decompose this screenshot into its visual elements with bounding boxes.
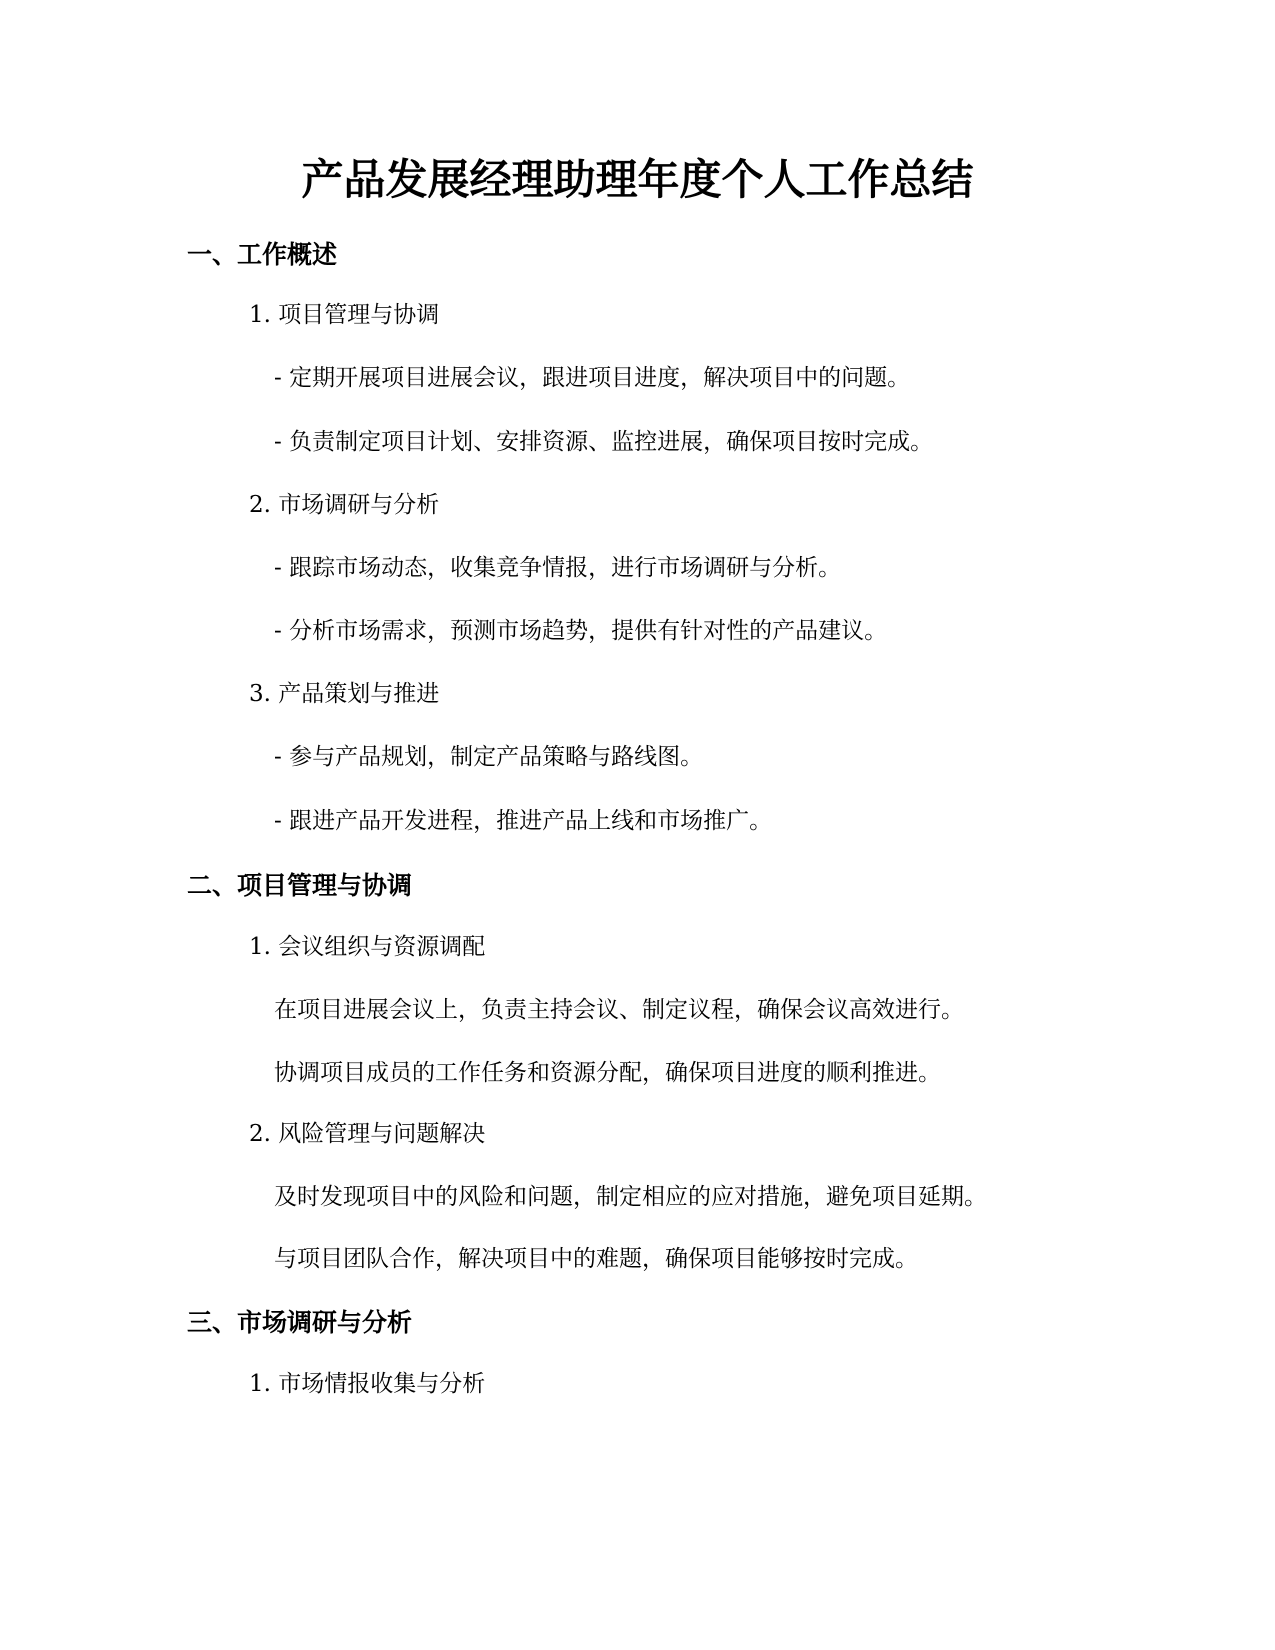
- list-item: 1. 项目管理与协调: [249, 302, 440, 328]
- document-title: 产品发展经理助理年度个人工作总结: [301, 155, 974, 204]
- list-item: 1. 会议组织与资源调配: [249, 934, 486, 960]
- list-item-detail: - 分析市场需求，预测市场趋势，提供有针对性的产品建议。: [274, 618, 888, 644]
- list-item: 2. 市场调研与分析: [249, 492, 440, 518]
- list-item-detail: - 跟踪市场动态，收集竞争情报，进行市场调研与分析。: [274, 555, 842, 581]
- list-item-detail: - 负责制定项目计划、安排资源、监控进展，确保项目按时完成。: [274, 429, 934, 455]
- list-item-detail: - 参与产品规划，制定产品策略与路线图。: [274, 744, 704, 770]
- list-item-detail: - 定期开展项目进展会议，跟进项目进度，解决项目中的问题。: [274, 365, 911, 391]
- list-item-detail: 与项目团队合作，解决项目中的难题，确保项目能够按时完成。: [274, 1246, 918, 1272]
- list-item: 3. 产品策划与推进: [249, 681, 440, 707]
- list-item-detail: 在项目进展会议上，负责主持会议、制定议程，确保会议高效进行。: [274, 997, 964, 1023]
- list-item: 2. 风险管理与问题解决: [249, 1121, 486, 1147]
- list-item-detail: 及时发现项目中的风险和问题，制定相应的应对措施，避免项目延期。: [274, 1184, 987, 1210]
- section-heading: 一、工作概述: [187, 240, 338, 269]
- list-item-detail: 协调项目成员的工作任务和资源分配，确保项目进度的顺利推进。: [274, 1060, 941, 1086]
- section-heading: 三、市场调研与分析: [187, 1308, 413, 1337]
- list-item: 1. 市场情报收集与分析: [249, 1371, 486, 1397]
- list-item-detail: - 跟进产品开发进程，推进产品上线和市场推广。: [274, 808, 773, 834]
- section-heading: 二、项目管理与协调: [187, 871, 413, 900]
